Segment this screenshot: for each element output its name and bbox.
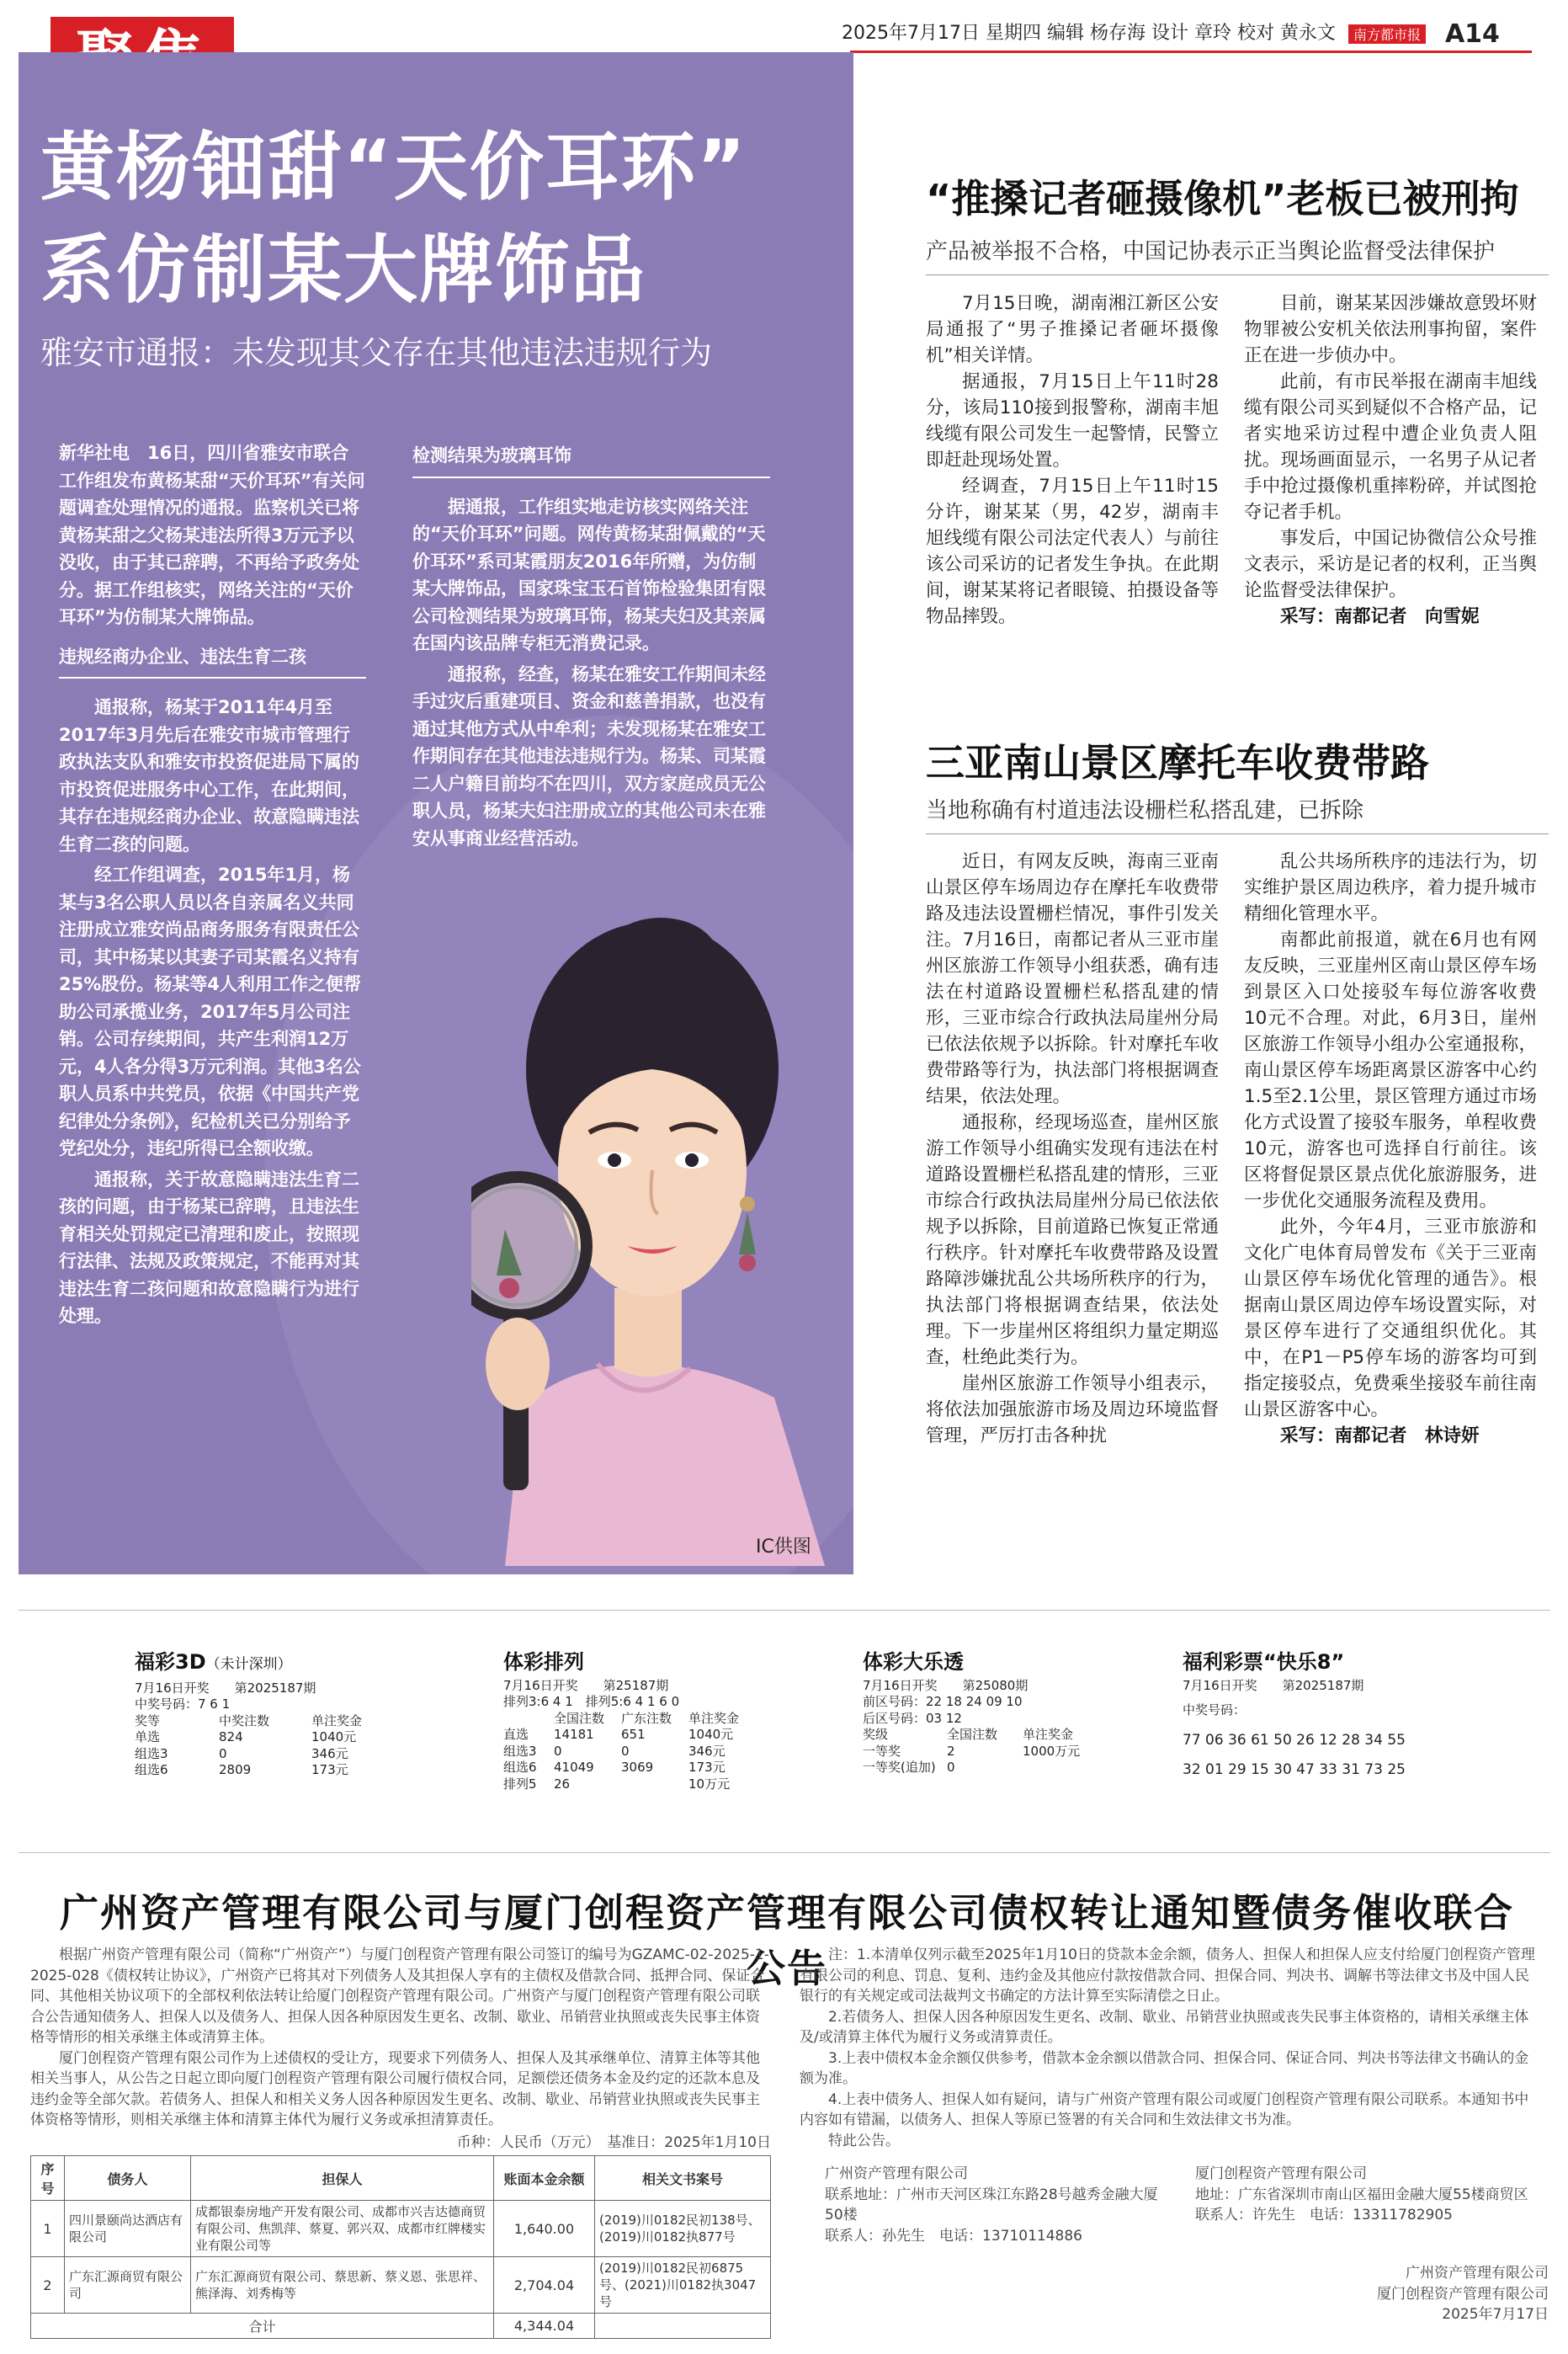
feature-column-1 <box>59 439 366 1334</box>
lottery-issue: 7月16日开奖 第2025187期 <box>135 1680 316 1696</box>
lottery-numbers: 排列3:6 4 1 排列5:6 4 1 6 0 <box>503 1694 680 1709</box>
table-row: 1 四川景颐尚达酒店有限公司 成都银泰房地产开发有限公司、成都市兴吉达德商贸有限公司、焦凯萍、蔡夏、郭兴双、成都市红牌楼实业有限公司等 1,640.00 (2019)川0182民初138号、(2019)川0182执877号 <box>31 2201 771 2257</box>
lottery-back-numbers: 后区号码：03 12 <box>863 1710 962 1726</box>
table-total-row: 合计 4,344.04 <box>31 2314 771 2339</box>
article2-subheadline: 当地称确有村道违法设栅栏私搭乱建，已拆除 <box>926 798 1364 823</box>
lottery-numbers: 中奖号码：7 6 1 <box>135 1696 231 1712</box>
paragraph: 3.上表中债权本金余额仅供参考，借款本金余额以借款合同、担保合同、保证合同、判决书等法律文书确认的金额为准。 <box>800 2049 1529 2087</box>
paragraph: 通报称，经现场巡查，崖州区旅游工作领导小组确实发现有违法在村道路设置栅栏私搭乱建的情形，三亚市综合行政执法局崖州分局已依法依规予以拆除，目前道路已恢复正常通行秩序。针对摩托车收费带路及设置路障涉嫌扰乱公共场所秩序的行为，执法部门将根据调查结果，依法处理。下一步崖州区将组织力量定期巡查，杜绝此类行为。 <box>926 1112 1219 1368</box>
woman-magnifier-illustration <box>471 892 850 1566</box>
notice-top-rule <box>19 1852 1550 1853</box>
lottery-title: 体彩大乐透 <box>863 1650 964 1674</box>
page-number: A14 <box>1444 19 1500 49</box>
article1-rule <box>926 274 1549 275</box>
article2-headline: 三亚南山景区摩托车收费带路 <box>926 740 1429 786</box>
article1-headline: “推搡记者砸摄像机”老板已被刑拘 <box>926 176 1519 221</box>
contact-xiamen: 厦门创程资产管理有限公司 地址：广东省深圳市南山区福田金融大厦55楼商贸区 联系人：许先生 电话：13311782905 <box>1195 2165 1528 2224</box>
paragraph: 据通报，工作组实地走访核实网络关注的“天价耳环”问题。网传黄杨某甜佩戴的“天价耳环”系司某霞朋友2016年所赠，为仿制某大牌饰品，国家珠宝玉石首饰检验集团有限公司检测结果为玻璃耳饰，杨某夫妇及其亲属在国内该品牌专柜无消费记录。 <box>412 496 766 653</box>
header-dateline <box>842 19 1500 49</box>
article2-column-1 <box>926 849 1219 1449</box>
paragraph: 事发后，中国记协微信公众号推文表示，采访是记者的权利，正当舆论监督受法律保护。 <box>1244 528 1537 601</box>
section-heading-2: 检测结果为玻璃耳饰 <box>412 442 770 478</box>
lottery-title: 体彩排列 <box>503 1650 584 1674</box>
headline-line-2: 系仿制某大牌饰品 <box>40 226 647 313</box>
paragraph: 4.上表中债务人、担保人如有疑问，请与广州资产管理有限公司或厦门创程资产管理有限公司联系。本通知书中内容如有错漏，以债务人、担保人等原已签署的有关合同和生效法律文书为准。 <box>800 2090 1529 2128</box>
paragraph: 7月15日晚，湖南湘江新区公安局通报了“男子推搡记者砸坏摄像机”相关详情。 <box>926 293 1219 366</box>
paragraph: 根据广州资产管理有限公司（简称“广州资产”）与厦门创程资产管理有限公司签订的编号为GZAMC-02-2025-1-2025-028《债权转让协议》，广州资产已将其对下列债务人及其担保人享有的主债权及借款合同、抵押合同、保证合同、其他相关协议项下的全部权利依法转让给厦门创程资产管理有限公司。广州资产与厦门创程资产管理有限公司联合公告通知债务人、担保人以及债务人、担保人因各种原因发生更名、改制、歇业、吊销营业执照或丧失民事主体资格等情形的相关承继主体或清算主体。 <box>30 1947 769 2046</box>
paragraph: 崖州区旅游工作领导小组表示，将依法加强旅游市场及周边环境监督管理，严厉打击各种扰 <box>926 1373 1219 1446</box>
paragraph: 此前，有市民举报在湖南丰旭线缆有限公司买到疑似不合格产品，记者实地采访过程中遭企业负责人阻扰。现场画面显示，一名男子从记者手中抢过摄像机重摔粉碎，并试图抢夺记者手机。 <box>1244 371 1537 523</box>
lottery-front-numbers: 前区号码：22 18 24 09 10 <box>863 1694 1023 1709</box>
lottery-pailie <box>503 1650 789 1792</box>
paragraph: 经工作组调查，2015年1月，杨某与3名公职人员以各自亲属名义共同注册成立雅安尚品商务服务有限责任公司，其中杨某以其妻子司某霞名义持有25%股份。杨某等4人利用工作之便帮助公司承揽业务，2017年5月公司注销。公司存续期间，共产生利润12万元，4人各分得3万元利润。其他3名公职人员系中共党员，依据《中国共产党纪律处分条例》，纪检机关已分别给予党纪处分，违纪所得已全额收缴。 <box>59 865 361 1158</box>
paragraph: 据通报，7月15日上午11时28分，该局110接到报警称，湖南丰旭线缆有限公司发生一起警情，民警立即赶赴现场处置。 <box>926 371 1219 471</box>
paragraph: 通报称，关于故意隐瞒违法生育二孩的问题，由于杨某已辞聘，且违法生育相关处罚规定已清理和废止，按照现行法律、法规及政策规定，不能再对其违法生育二孩问题和故意隐瞒行为进行处理。 <box>59 1169 359 1326</box>
table-header-row: 序号 债务人 担保人 账面本金余额 相关文书案号 <box>31 2156 771 2201</box>
lottery-numbers-row-2: 32 01 29 15 30 47 33 31 73 25 <box>1183 1761 1406 1778</box>
paragraph: 通报称，杨某于2011年4月至2017年3月先后在雅安市城市管理行政执法支队和雅安市投资促进局下属的市投资促进服务中心工作，在此期间，其存在违规经商办企业、故意隐瞒违法生育二孩的问题。 <box>59 697 359 855</box>
newspaper-logo: 南方都市报 <box>1348 24 1426 44</box>
paragraph: 乱公共场所秩序的违法行为，切实维护景区周边秩序，着力提升城市精细化管理水平。 <box>1244 851 1537 924</box>
header-rule <box>850 51 1532 53</box>
lottery-fc3d <box>135 1650 421 1779</box>
lottery-issue: 7月16日开奖 第2025187期 <box>1183 1677 1364 1693</box>
section-heading-1: 违规经商办企业、违法生育二孩 <box>59 643 366 679</box>
article1-column-1 <box>926 290 1219 630</box>
lottery-numbers-label: 中奖号码： <box>1183 1702 1246 1718</box>
notice-title: 广州资产管理有限公司与厦门创程资产管理有限公司债权转让通知暨债务催收联合公告 <box>60 1890 1514 1991</box>
lottery-top-rule <box>19 1610 1550 1611</box>
notice-right-text <box>800 1945 1540 2151</box>
paragraph: 此外，今年4月，三亚市旅游和文化广电体育局曾发布《关于三亚南山景区停车场优化管理的通告》。根据南山景区周边停车场设置实际，对景区停车进行了交通组织优化。其中，在P1－P5停车场的游客均可到指定接驳点，免费乘坐接驳车前往南山景区游客中心。 <box>1244 1217 1537 1420</box>
paragraph: 注：1.本清单仅列示截至2025年1月10日的贷款本金余额，债务人、担保人和担保人应支付给厦门创程资产管理有限公司的利息、罚息、复利、违约金及其他应付款按借款合同、担保合同、判决书、调解书等法律文书及中国人民银行的有关规定或司法裁判文书确定的方法计算至实际清偿之日止。 <box>800 1947 1535 2005</box>
feature-headline <box>40 116 747 322</box>
table-row: 2 广东汇源商贸有限公司 广东汇源商贸有限公司、蔡思新、蔡义恩、张思祥、熊泽海、刘秀梅等 2,704.04 (2019)川0182民初6875号、(2021)川0182执3047号 <box>31 2257 771 2314</box>
paragraph: 2.若债务人、担保人因各种原因发生更名、改制、歇业、吊销营业执照或丧失民事主体资格的，请相关承继主体及/或清算主体代为履行义务或清算责任。 <box>800 2008 1529 2046</box>
notice-debt-table <box>30 2155 771 2339</box>
lottery-title: 福彩3D（未计深圳） <box>135 1650 292 1674</box>
lottery-table: 奖级 全国注数 单注奖金 一等奖 2 1000万元 一等奖(追加) 0 <box>863 1727 1081 1775</box>
article2-rule <box>926 833 1549 834</box>
lottery-numbers-row-1: 77 06 36 61 50 26 12 28 34 55 <box>1183 1731 1406 1749</box>
article1-subheadline: 产品被举报不合格，中国记协表示正当舆论监督受法律保护 <box>926 239 1496 264</box>
lottery-issue: 7月16日开奖 第25187期 <box>503 1677 669 1693</box>
paragraph: 厦门创程资产管理有限公司作为上述债权的受让方，现要求下列债务人、担保人及其承继单位、清算主体等其他相关当事人，从公告之日起立即向厦门创程资产管理有限公司履行债权合同，足额偿还债务本金及约定的还款本息及违约金等全部欠款。若债务人、担保人和相关义务人因各种原因发生更名、改制、歇业、吊销营业执照或丧失民事主体资格等情形，则相关承继主体和清算主体代为履行义务或承担清算责任。 <box>30 2049 760 2128</box>
paragraph: 通报称，经查，杨某在雅安工作期间未经手过灾后重建项目、资金和慈善捐款，也没有通过其他方式从中牟利；未发现杨某在雅安工作期间存在其他违法违规行为。杨某、司某霞二人户籍目前均不在四川，双方家庭成员无公职人员，杨某夫妇注册成立的其他公司未在雅安从事商业经营活动。 <box>412 663 766 849</box>
article1-byline: 采写：南都记者 向雪妮 <box>1280 606 1480 627</box>
notice-table-unit: 币种：人民币（万元） 基准日：2025年1月10日 <box>456 2133 771 2151</box>
lead-paragraph: 新华社电 16日，四川省雅安市联合工作组发布黄杨某甜“天价耳环”有关问题调查处理情况的通报。监察机关已将黄杨某甜之父杨某违法所得3万元予以没收，由于其已辞聘，不再给予政务处分。据工作组核实，网络关注的“天价耳环”为仿制某大牌饰品。 <box>59 443 365 627</box>
date-editor-line: 2025年7月17日 星期四 编辑 杨存海 设计 章玲 校对 黄永文 <box>842 23 1336 44</box>
paragraph: 特此公告。 <box>828 2132 900 2149</box>
lottery-title: 福利彩票“快乐8” <box>1183 1650 1345 1674</box>
photo-credit: IC供图 <box>756 1536 811 1558</box>
headline-line-1: 黄杨钿甜“天价耳环” <box>40 124 747 210</box>
contact-guangzhou: 广州资产管理有限公司 联系地址：广州市天河区珠江东路28号越秀金融大厦50楼 联系人：孙先生 电话：13710114886 <box>825 2165 1158 2245</box>
notice-signature: 广州资产管理有限公司 厦门创程资产管理有限公司 2025年7月17日 <box>1377 2265 1549 2323</box>
paragraph: 经调查，7月15日上午11时15分许，谢某某（男，42岁，湖南丰旭线缆有限公司法定代表人）与前往该公司采访的记者发生争执。在此期间，谢某某将记者眼镜、拍摄设备等物品摔毁。 <box>926 476 1219 627</box>
feature-column-2 <box>412 442 770 855</box>
paragraph: 近日，有网友反映，海南三亚南山景区停车场周边存在摩托车收费带路及违法设置栅栏情况，事件引发关注。7月16日，南都记者从三亚市崖州区旅游工作领导小组获悉，确有违法在村道路设置栅栏私搭乱建的情形，三亚市综合行政执法局崖州分局已依法依规予以拆除。针对摩托车收费带路等行为，执法部门将根据调查结果，依法处理。 <box>926 851 1219 1107</box>
article2-byline: 采写：南都记者 林诗妍 <box>1280 1425 1480 1446</box>
lottery-kuaile8 <box>1183 1650 1536 1779</box>
paragraph: 南都此前报道，就在6月也有网友反映，三亚崖州区南山景区停车场到景区入口处接驳车每位游客收费10元不合理。对此，6月3日，崖州区旅游工作领导小组办公室通报称，南山景区停车场距离景区游客中心约1.5至2.1公里，景区管理方通过市场化方式设置了接驳车服务，单程收费10元，游客也可选择自行前往。该区将督促景区景点优化旅游服务，进一步优化交通服务流程及费用。 <box>1244 929 1537 1212</box>
article2-column-2 <box>1244 849 1537 1449</box>
lottery-issue: 7月16日开奖 第25080期 <box>863 1677 1029 1693</box>
lottery-daletou <box>863 1650 1149 1776</box>
paragraph: 目前，谢某某因涉嫌故意毁坏财物罪被公安机关依法刑事拘留，案件正在进一步侦办中。 <box>1244 293 1537 366</box>
article1-column-2 <box>1244 290 1537 630</box>
lottery-table: 全国注数 广东注数 单注奖金 直选 14181 651 1040元 组选3 0 0 346元 组选6 41049 3069 173元 排列5 26 10万元 <box>503 1710 740 1792</box>
feature-subheadline: 雅安市通报：未发现其父存在其他违法违规行为 <box>40 334 713 371</box>
lottery-table: 奖等 中奖注数 单注奖金 单选 824 1040元 组选3 0 346元 组选6 2809 173元 <box>135 1712 363 1777</box>
notice-left-text <box>30 1945 771 2153</box>
